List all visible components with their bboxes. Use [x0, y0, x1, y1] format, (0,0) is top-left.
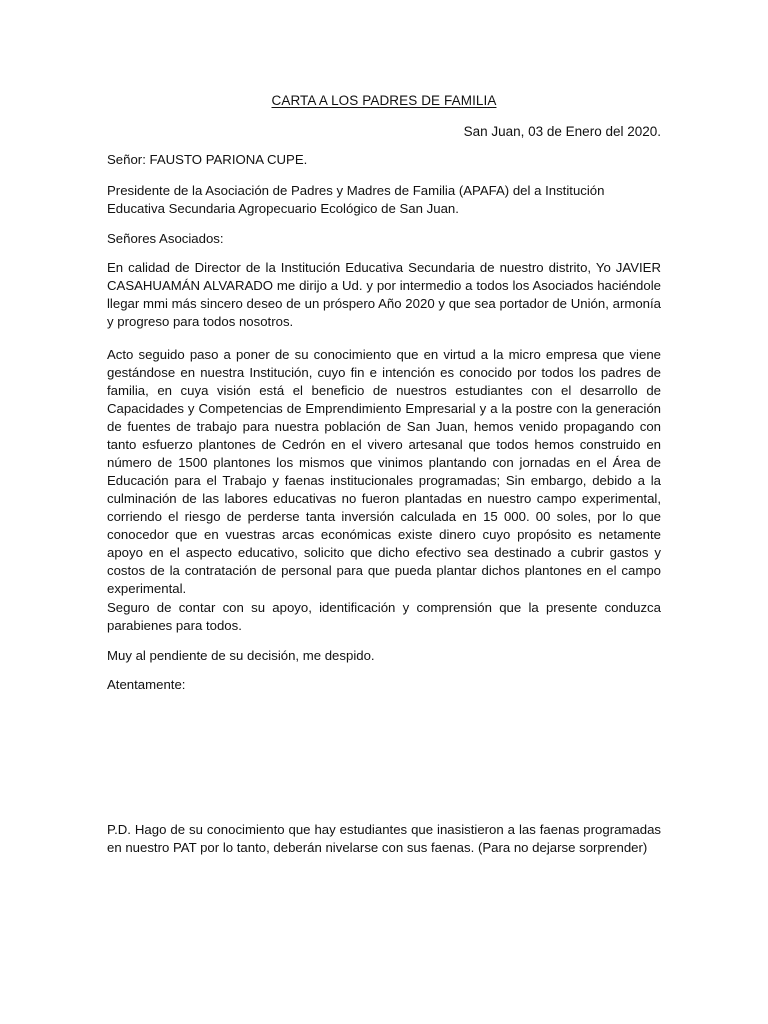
postscript: P.D. Hago de su conocimiento que hay estudiantes que inasistieron a las faenas programadas en nuestro PAT por lo tanto, deberán nivelarse con sus faenas. (Para no dejarse sorprender): [107, 822, 661, 855]
letter-title: CARTA A LOS PADRES DE FAMILIA: [271, 93, 497, 108]
recipient-line: Señor: FAUSTO PARIONA CUPE.: [107, 152, 308, 167]
signature-space: [107, 700, 661, 810]
paragraph-farewell: Muy al pendiente de su decisión, me despido.: [107, 648, 375, 663]
salutation: Señores Asociados:: [107, 231, 224, 246]
recipient-role: Presidente de la Asociación de Padres y Madres de Familia (APAFA) del a Institución Educativa Secundaria Agropecuario Ecológico de San Juan.: [107, 183, 605, 216]
paragraph-support: Seguro de contar con su apoyo, identificación y comprensión que la presente conduzca parabienes para todos.: [107, 600, 661, 633]
paragraph-introduction: En calidad de Director de la Institución Educativa Secundaria de nuestro distrito, Yo JAVIER CASAHUAMÁN ALVARADO me dirijo a Ud. y por intermedio a todos los Asociados haciéndole llegar mmi más sincero deseo de un próspero Año 2020 y que sea portador de Unión, armonía y progreso para todos nosotros.: [107, 260, 661, 329]
closing-line: Atentamente:: [107, 677, 186, 692]
paragraph-request: Acto seguido paso a poner de su conocimiento que en virtud a la micro empresa que viene gestándose en nuestra Institución, cuyo fin e intención es conocido por todos los padres de familia, en cuya visión está el beneficio de nuestros estudiantes con el desarrollo de Capacidades y Competencias de Emprendimiento Empresarial y a la postre con la generación de fuentes de trabajo para nuestra población de San Juan, hemos venido propagando con tanto esfuerzo plantones de Cedrón en el vivero artesanal que todos hemos construido en número de 1500 plantones los mismos que vinimos plantando con jornadas en el Área de Educación para el Trabajo y faenas institucionales programadas; Sin embargo, debido a la culminación de las labores educativas no fueron plantadas en nuestro campo experimental, corriendo el riesgo de perderse tanta inversión calculada en 15 000. 00 soles, por lo que conocedor que en vuestras arcas económicas existe dinero cuyo propósito es netamente apoyo en el aspecto educativo, solicito que dicho efectivo sea destinado a cubrir gastos y costos de la contratación de personal para que pueda plantar dichos plantones en el campo experimental.: [107, 347, 661, 596]
letter-date: San Juan, 03 de Enero del 2020.: [463, 124, 661, 139]
